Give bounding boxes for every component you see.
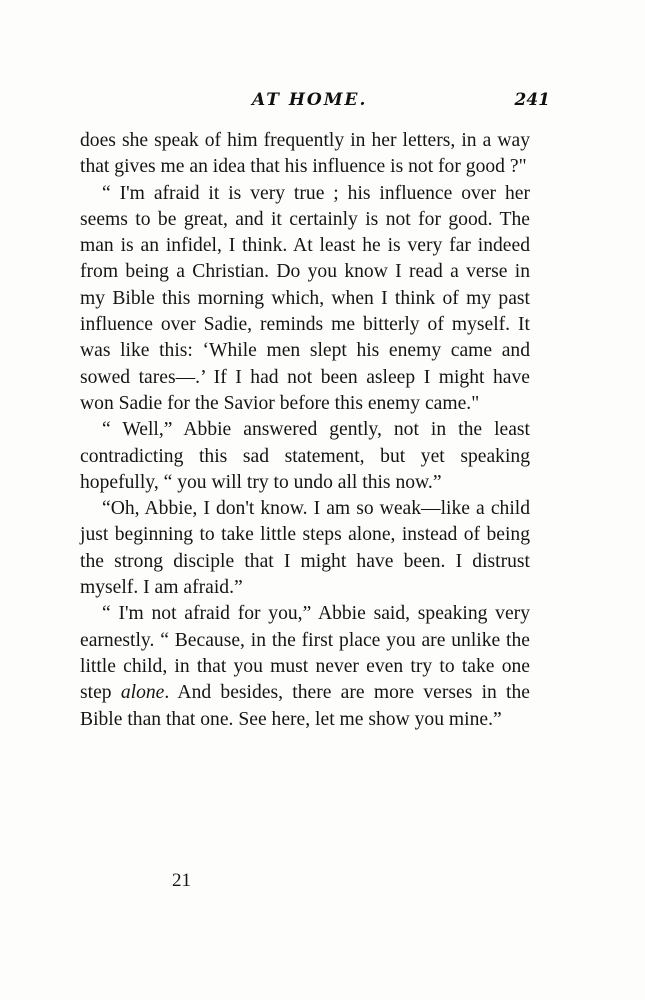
page-header xyxy=(80,90,550,120)
paragraph-5-text-after: . And besides, there are more verses in the Bible than that one. See here, let me show you mine.” xyxy=(80,682,530,730)
signature-mark: 21 xyxy=(172,870,191,891)
page-number: 241 xyxy=(514,90,550,110)
paragraph-5 xyxy=(80,601,530,732)
paragraph-2: “ I'm afraid it is very true ; his influence over her seems to be great, and it certainly is not for good. The man is an infidel, I think. At least he is very far indeed from being a Christian. Do you know I read a verse in my Bible this morning which, when I think of my past influence over Sadie, reminds me bitterly of myself. It was like this: ‘While men slept his enemy came and sowed tares—.’ If I had not been asleep I might have won Sadie for the Savior before this enemy came." xyxy=(80,182,530,414)
paragraph-5-text-before: “ I'm not afraid for you,” Abbie said, speaking very earnestly. “ Because, in the first place you are unlike the little child, in that you must never even try to take one step xyxy=(80,603,530,704)
paragraph-1: does she speak of him frequently in her letters, in a way that gives me an idea that his influence is not for good ?" xyxy=(80,130,530,178)
paragraph-4: “Oh, Abbie, I don't know. I am so weak—like a child just beginning to take little steps alone, instead of being the strong disciple that I might have been. I distrust myself. I am afraid.” xyxy=(80,498,530,599)
running-head: AT HOME. xyxy=(252,90,368,110)
body-text xyxy=(80,128,530,733)
paragraph-5-emphasis: alone xyxy=(120,682,165,704)
paragraph-3: “ Well,” Abbie answered gently, not in the least contradicting this sad statement, but yet speaking hopefully, “ you will try to undo all this now.” xyxy=(80,419,530,493)
